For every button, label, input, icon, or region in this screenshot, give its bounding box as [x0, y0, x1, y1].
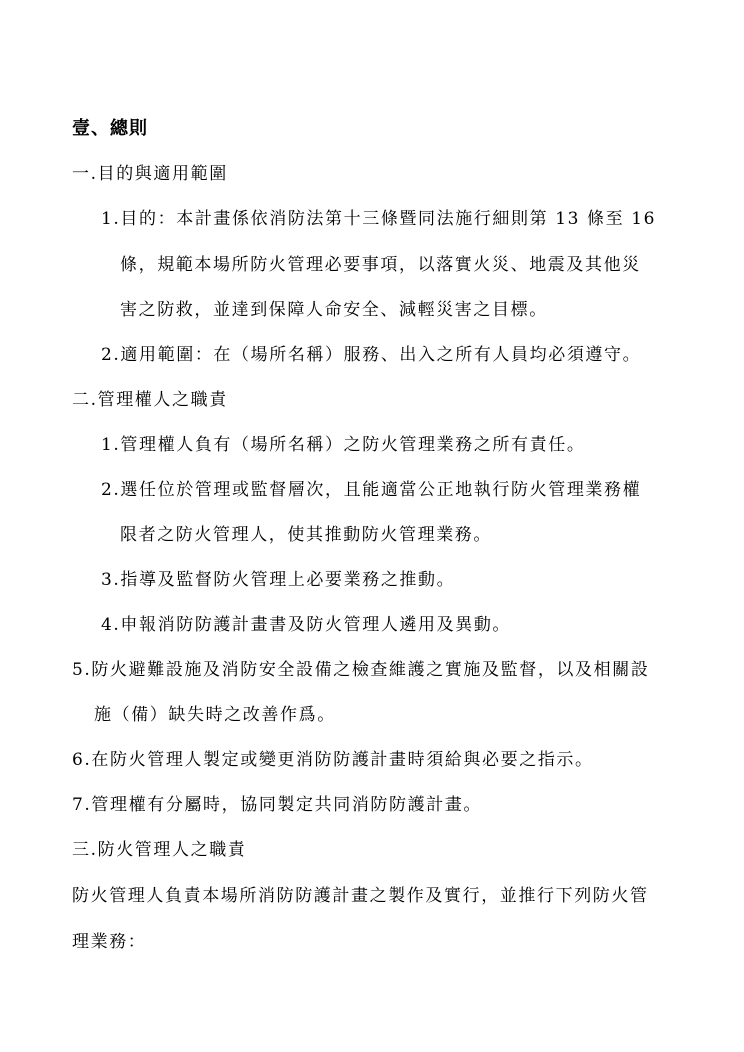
section-3-title: 三.防火管理人之職責 — [72, 840, 247, 860]
section-2-title: 二.管理權人之職責 — [72, 390, 228, 410]
section-1-title: 一.目的與適用範圍 — [72, 164, 228, 184]
section-2-item-2-line-1: 2.選任位於管理或監督層次，且能適當公正地執行防火管理業務權 — [101, 480, 642, 500]
section-2-item-6: 6.在防火管理人製定或變更消防防護計畫時須給與必要之指示。 — [72, 750, 594, 770]
section-1-item-1-line-2: 條，規範本場所防火管理必要事項，以落實火災、地震及其他災 — [120, 255, 641, 275]
section-2-item-4: 4.申報消防防護計畫書及防火管理人遴用及異動。 — [101, 615, 512, 635]
section-3-paragraph-line-1: 防火管理人負責本場所消防防護計畫之製作及實行，並推行下列防火管 — [72, 886, 649, 906]
section-1-item-2: 2.適用範圍：在（場所名稱）服務、出入之所有人員均必須遵守。 — [101, 345, 642, 365]
section-3-paragraph-line-2: 理業務： — [72, 932, 147, 952]
section-2-item-2-line-2: 限者之防火管理人，使其推動防火管理業務。 — [120, 525, 492, 545]
section-2-item-1: 1.管理權人負有（場所名稱）之防火管理業務之所有責任。 — [101, 435, 586, 455]
section-2-item-5-line-2: 施（備）缺失時之改善作爲。 — [94, 705, 336, 725]
section-2-item-7: 7.管理權有分屬時，協同製定共同消防防護計畫。 — [72, 795, 483, 815]
section-2-item-3: 3.指導及監督防火管理上必要業務之推動。 — [101, 570, 456, 590]
section-1-item-1-line-3: 害之防救，並達到保障人命安全、減輕災害之目標。 — [120, 300, 548, 320]
chapter-heading: 壹、總則 — [72, 118, 148, 139]
section-2-item-5-line-1: 5.防火避難設施及消防安全設備之檢查維護之實施及監督，以及相關設 — [72, 660, 650, 680]
section-1-item-1-line-1: 1.目的：本計畫係依消防法第十三條暨同法施行細則第 13 條至 16 — [101, 209, 657, 229]
